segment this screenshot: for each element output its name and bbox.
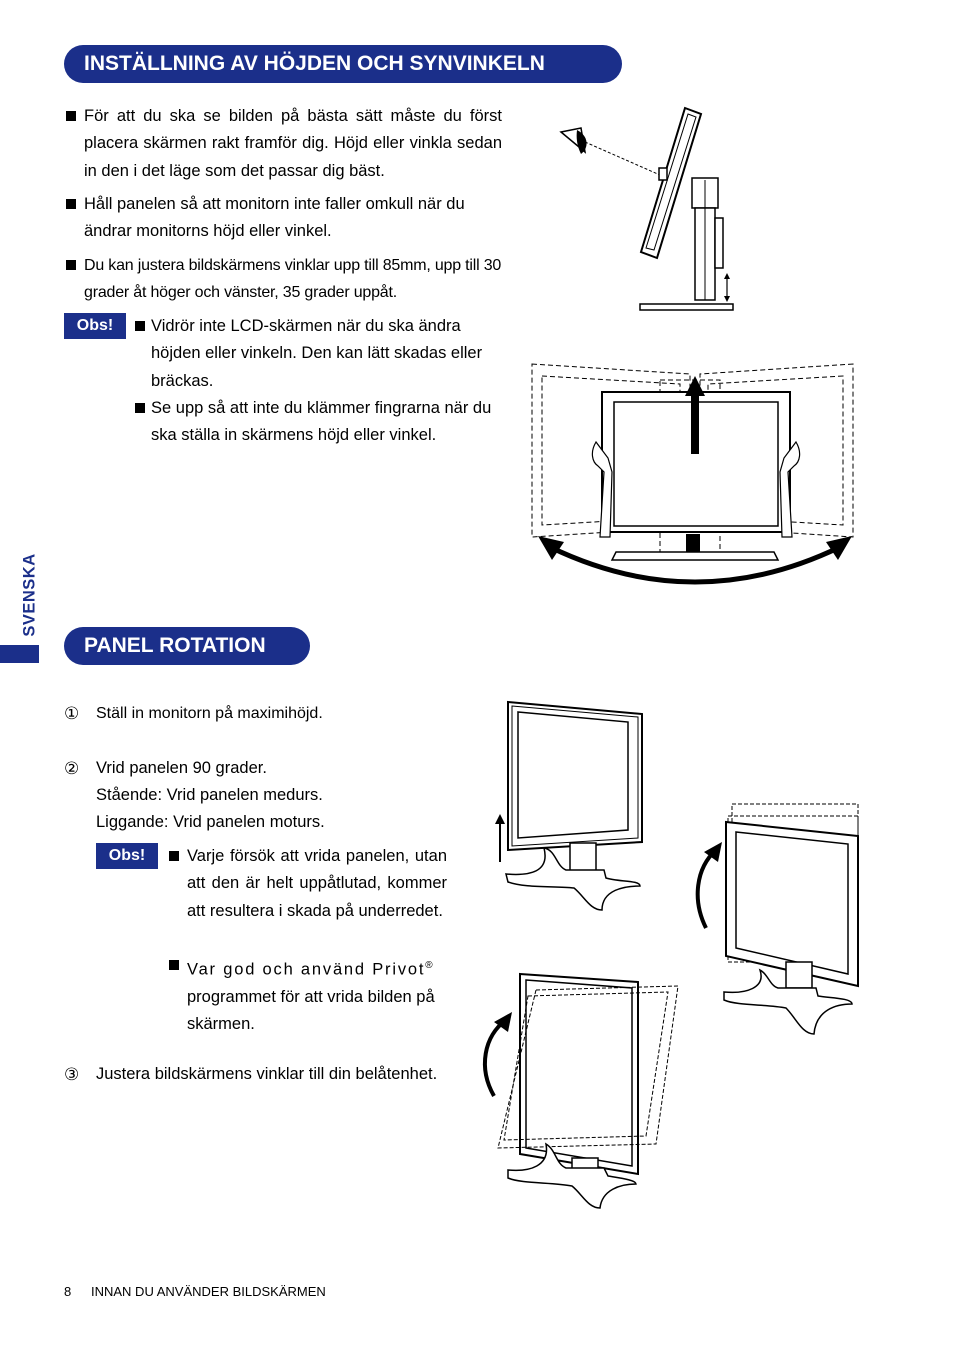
step-text-2-line2: Stående: Vrid panelen medurs. bbox=[96, 786, 323, 804]
rotation-step1-illustration bbox=[494, 700, 644, 910]
bullet-marker bbox=[169, 960, 179, 970]
front-view-swivel-illustration bbox=[530, 362, 855, 592]
footer-text: INNAN DU ANVÄNDER BILDSKÄRMEN bbox=[91, 1284, 326, 1299]
section-title-height-angle: INSTÄLLNING AV HÖJDEN OCH SYNVINKELN bbox=[64, 45, 622, 83]
rotation-step2-illustration bbox=[690, 802, 865, 1037]
page-number: 8 bbox=[64, 1284, 72, 1299]
bullet-marker bbox=[135, 403, 145, 413]
obs-badge: Obs! bbox=[96, 843, 158, 869]
step-text-3: Justera bildskärmens vinklar till din belåtenhet. bbox=[96, 1065, 438, 1083]
section-title-panel-rotation: PANEL ROTATION bbox=[64, 627, 310, 665]
bullet-marker bbox=[66, 111, 76, 121]
rotation-step3-illustration bbox=[476, 968, 681, 1208]
note-text-1: Vidrör inte LCD-skärmen när du ska ändra höjden eller vinkeln. Den kan lätt skadas eller bräckas. bbox=[151, 317, 483, 390]
rotation-note-2-pre: Var god och använd Privot bbox=[187, 960, 426, 979]
step-number-3: ③ bbox=[64, 1065, 80, 1084]
bullet-marker bbox=[135, 321, 145, 331]
step-number-1: ① bbox=[64, 704, 80, 723]
bullet-text-1: För att du ska se bilden på bästa sätt måste du först placera skärmen rakt framför dig. Höjd eller vinkla sedan in den i det läge som det passar dig bäst. bbox=[84, 107, 502, 180]
bullet-marker bbox=[66, 199, 76, 209]
rotation-note-2-post: programmet för att vrida bilden på skärmen. bbox=[187, 987, 435, 1034]
bullet-text-3: Du kan justera bildskärmens vinklar upp till 85mm, upp till 30 grader åt höger och vänster, 35 grader uppåt. bbox=[84, 257, 502, 302]
note-text-2: Se upp så att inte du klämmer fingrarna när du ska ställa in skärmens höjd eller vinkel. bbox=[151, 399, 492, 445]
step-text-2-line1: Vrid panelen 90 grader. bbox=[96, 759, 267, 777]
language-side-tab bbox=[0, 645, 39, 663]
obs-badge: Obs! bbox=[64, 313, 126, 339]
step-number-2: ② bbox=[64, 759, 80, 778]
side-view-tilt-illustration bbox=[555, 100, 755, 315]
bullet-marker bbox=[66, 260, 76, 270]
registered-mark: ® bbox=[425, 960, 433, 971]
step-text-1: Ställ in monitorn på maximihöjd. bbox=[96, 705, 323, 722]
bullet-text-2: Håll panelen så att monitorn inte faller omkull när du ändrar monitorns höjd eller vinkel. bbox=[84, 195, 465, 241]
step-text-2-line3: Liggande: Vrid panelen moturs. bbox=[96, 813, 325, 831]
rotation-note-1: Varje försök att vrida panelen, utan att den är helt uppåtlutad, kommer att resultera i skada på underredet. bbox=[187, 847, 447, 920]
bullet-marker bbox=[169, 851, 179, 861]
rotation-note-2 bbox=[187, 952, 449, 1038]
language-side-label: SVENSKA bbox=[20, 553, 39, 637]
